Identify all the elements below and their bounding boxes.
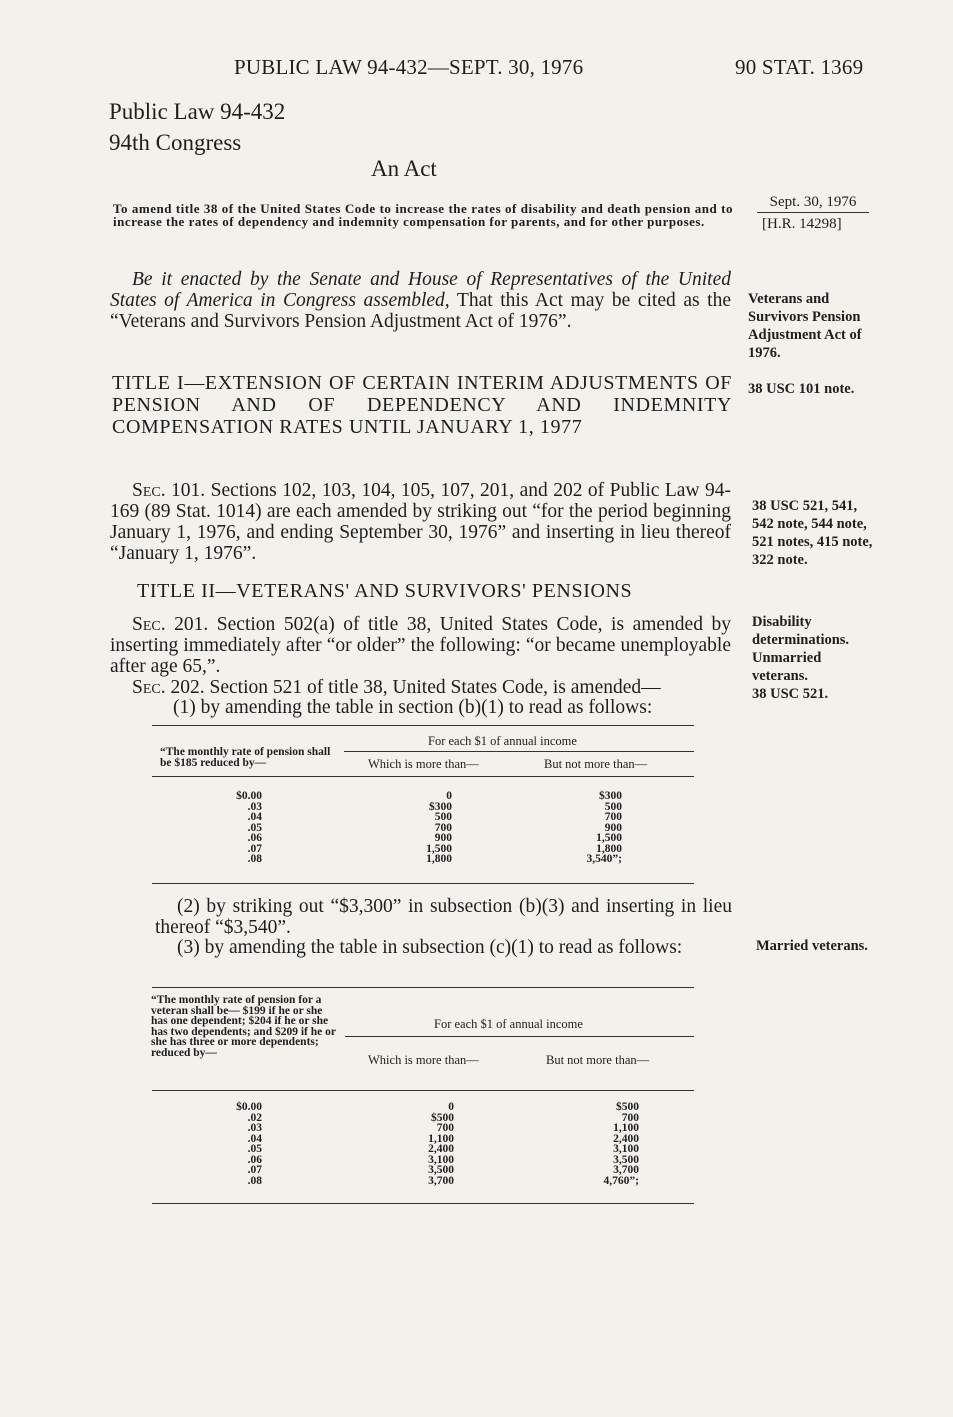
section-202-label: Sec. 202. bbox=[132, 677, 205, 698]
act-purpose: To amend title 38 of the United States Code to increase the rates of disability and death pension and to increase the rates of dependency and indemnity compensation for parents, and for other purposes. bbox=[113, 201, 733, 229]
margin-unmarried: Unmarried veterans. bbox=[752, 650, 822, 684]
table-2-col3-header: But not more than— bbox=[546, 1053, 650, 1067]
table-1-not-more-than: $300 500 700 900 1,500 1,800 3,540”; bbox=[586, 790, 622, 865]
item-1: (1) by amending the table in section (b)(1) to read as follows: bbox=[173, 697, 653, 718]
margin-sec202-usc: 38 USC 521. bbox=[752, 686, 829, 702]
law-number: Public Law 94-432 bbox=[109, 99, 286, 124]
section-101 bbox=[110, 480, 731, 564]
title-1-heading: TITLE I—EXTENSION OF CERTAIN INTERIM ADJUSTMENTS OF PENSION AND OF DEPENDENCY AND INDEMNITY COMPENSATION RATES UNTIL JANUARY 1, 1977 bbox=[112, 372, 732, 438]
item-2: (2) by striking out “$3,300” in subsection (b)(3) and inserting in lieu thereof “$3,540”. bbox=[155, 896, 732, 938]
table-2-rates: $0.00 .02 .03 .04 .05 .06 .07 .08 bbox=[236, 1101, 262, 1187]
running-head: PUBLIC LAW 94-432—SEPT. 30, 1976 bbox=[234, 55, 584, 79]
short-title-text: That this Act may be cited as the “Veterans and Survivors Pension Adjustment Act of 1976”. bbox=[110, 290, 731, 332]
table-1-span-header: For each $1 of annual income bbox=[428, 734, 577, 748]
margin-married: Married veterans. bbox=[756, 938, 868, 954]
table-1-rates: $0.00 .03 .04 .05 .06 .07 .08 bbox=[236, 790, 262, 865]
section-202 bbox=[110, 677, 731, 698]
table-1-col2-header: Which is more than— bbox=[368, 757, 479, 771]
act-heading: An Act bbox=[371, 156, 437, 181]
section-101-text: Sections 102, 103, 104, 105, 107, 201, and 202 of Public Law 94-169 (89 Stat. 1014) are each amended by striking out “for the period beginning January 1, 1976, and ending September 30, 1976” and inserting in lieu thereof “January 1, 1976”. bbox=[110, 480, 731, 564]
table-1-stub-header: “The monthly rate of pension shall be $185 reduced by— bbox=[160, 746, 331, 769]
section-101-label: Sec. 101. bbox=[132, 480, 206, 501]
section-202-text: Section 521 of title 38, United States Code, is amended— bbox=[209, 677, 661, 698]
table-2-not-more-than: $500 700 1,100 2,400 3,100 3,500 3,700 4,760”; bbox=[603, 1101, 639, 1187]
table-2-stub-header: “The monthly rate of pension for a veteran shall be— $199 if he or she has one dependent; $204 if he or she has two dependents; and $209 if he or she has three or more dependents; reduced by— bbox=[151, 994, 336, 1059]
table-2-col2-header: Which is more than— bbox=[368, 1053, 479, 1067]
item-3: (3) by amending the table in subsection (c)(1) to read as follows: bbox=[177, 937, 683, 958]
section-201-label: Sec. 201. bbox=[132, 614, 209, 635]
statute-page: 90 STAT. 1369 bbox=[735, 55, 864, 79]
margin-sec101: 38 USC 521, 541, 542 note, 544 note, 521 notes, 415 note, 322 note. bbox=[752, 498, 873, 568]
table-2-span-header: For each $1 of annual income bbox=[434, 1017, 583, 1031]
margin-disability: Disability determinations. bbox=[752, 614, 850, 648]
enacting-clause bbox=[110, 269, 731, 332]
section-201 bbox=[110, 614, 731, 677]
table-2-more-than: 0 $500 700 1,100 2,400 3,100 3,500 3,700 bbox=[428, 1101, 454, 1187]
bill-note: [H.R. 14298] bbox=[762, 216, 842, 232]
date-note: Sept. 30, 1976 bbox=[757, 194, 869, 213]
title-2-heading: TITLE II—VETERANS' AND SURVIVORS' PENSIONS bbox=[137, 580, 633, 602]
congress: 94th Congress bbox=[109, 130, 242, 155]
margin-short-title-usc: 38 USC 101 note. bbox=[748, 381, 855, 397]
table-1-more-than: 0 $300 500 700 900 1,500 1,800 bbox=[426, 790, 452, 865]
section-201-text: Section 502(a) of title 38, United States Code, is amended by inserting immediately after “or older” the following: “or became unemployable after age 65,”. bbox=[110, 614, 731, 677]
enacting-formula: Be it enacted by the Senate and House of Representatives of the United States of America in Congress assembled, bbox=[110, 269, 731, 311]
table-1-col3-header: But not more than— bbox=[544, 757, 648, 771]
margin-short-title: Veterans and Survivors Pension Adjustment Act of 1976. bbox=[748, 291, 862, 361]
